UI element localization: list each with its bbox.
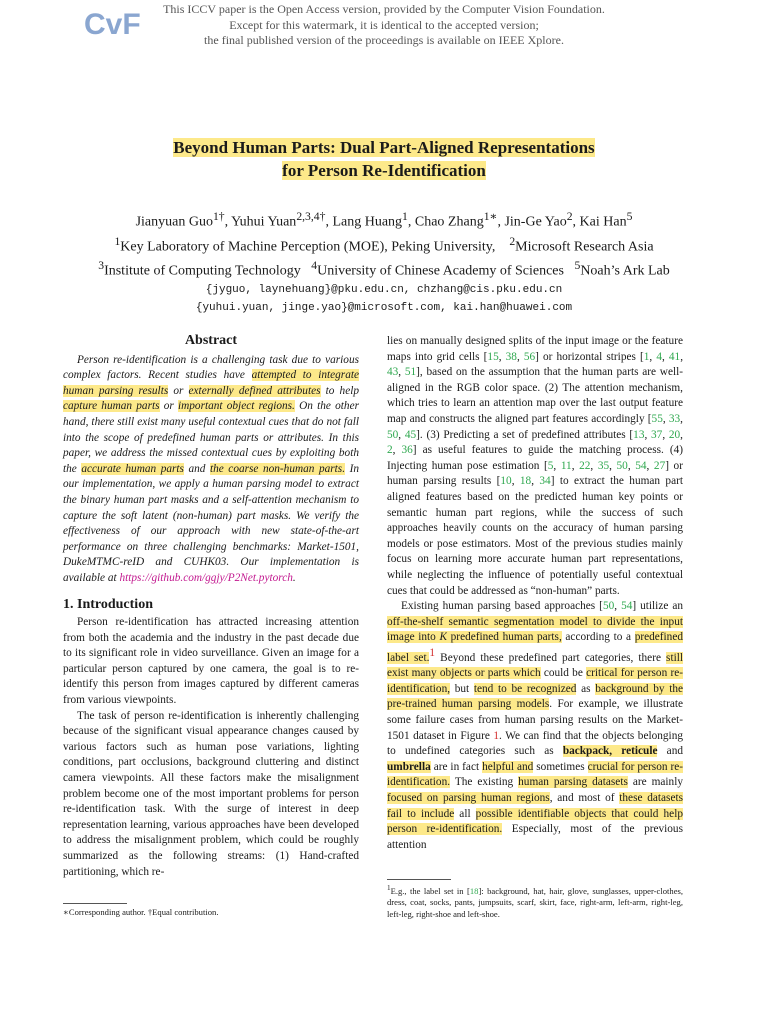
highlighted-text: umbrella [387, 760, 431, 773]
citation-link[interactable]: 4 [656, 350, 662, 363]
author-name: Jianyuan Guo [135, 214, 213, 230]
text-run: ] utilize an [632, 600, 684, 613]
text-run: , [646, 459, 654, 472]
author-name: Chao Zhang [414, 214, 484, 230]
citation-link[interactable]: 1 [643, 350, 650, 363]
cvf-logo [84, 6, 140, 40]
watermark [160, 2, 608, 49]
title-line: for Person Re-Identification [282, 161, 486, 180]
author-name: Lang Huang [332, 214, 403, 230]
citation-link[interactable]: 56 [523, 350, 536, 363]
text-run: and [657, 745, 683, 758]
text-run: , [398, 428, 405, 441]
text-run: sometimes [533, 760, 588, 773]
text-run: , [392, 444, 402, 457]
citation-link[interactable]: 50 [387, 428, 399, 441]
paragraph [387, 334, 683, 599]
text-run: , [662, 412, 669, 425]
citation-link[interactable]: 18 [469, 885, 479, 896]
text-run: all [454, 807, 476, 820]
text-run: , [516, 350, 524, 363]
text-run: , [680, 428, 683, 441]
text-run: to help [320, 384, 359, 397]
footnote-rule [387, 879, 451, 880]
citation-link[interactable]: 50 [616, 459, 628, 472]
text-run: but [450, 682, 474, 695]
highlighted-text: important object regions. [177, 400, 295, 413]
citation-link[interactable]: 41 [668, 350, 681, 363]
highlighted-text: possible identifiable objects that could help person re-identification. [387, 807, 683, 836]
citation-link[interactable]: 38 [505, 350, 517, 363]
citation-link[interactable]: 33 [668, 412, 681, 425]
highlighted-text: K [439, 631, 448, 644]
title-line: Beyond Human Parts: Dual Part-Aligned Representations [173, 138, 595, 157]
author-affiliation-mark: 2,3,4† [296, 210, 326, 223]
citation-link[interactable]: 36 [401, 444, 413, 457]
email-line: {jyguo, laynehuang}@pku.edu.cn, chzhang@cis.pku.edu.cn [205, 283, 563, 296]
citation-link[interactable]: 22 [579, 459, 591, 472]
highlighted-text: background by the pre-trained human parsing models [387, 682, 683, 711]
footnote: ∗Corresponding author. †Equal contribution. [63, 907, 219, 917]
highlighted-text: off-the-shelf semantic segmentation model to divide the input image into [387, 615, 683, 644]
text-run: ] or human parsing results [ [387, 459, 683, 488]
footnote [387, 883, 683, 920]
email-line: {yuhui.yuan, jinge.yao}@microsoft.com, kai.han@huawei.com [195, 301, 573, 314]
abstract-heading: Abstract [184, 333, 238, 348]
citation-link[interactable]: 51 [404, 366, 417, 379]
text-run: , [590, 459, 598, 472]
left-column [63, 333, 359, 880]
text-run: , [649, 350, 657, 363]
text-run: Beyond these predefined part categories, there [435, 651, 667, 664]
reference-link[interactable]: 1 [493, 729, 500, 742]
highlighted-text: backpack, reticule [562, 745, 658, 758]
author-names: Jianyuan Guo$^{1\dagger}$, Yuhui Yuan$^{2,3,4\dagger}$, Lang Huang$^1$, Chao Zhang$^{1∗}$, Jin-Ge Yao$^2$, Kai Han$^5$ [135, 210, 633, 230]
text-run: are in fact [430, 760, 483, 773]
highlighted-text: predefined label set. [387, 631, 683, 664]
text-run: In our implementation, we apply a human parsing model to extract the binary human part masks and a self-attention mechanism to capture the soft latent (non-human) part masks. We verify the effectiveness of our approach with new state-of-the-art performance on three challenging benchmarks: Market-1501, DukeMTMC-reID and CUHK03. Our implementation is available at [63, 462, 359, 584]
text-run: Person re-identification is a challenging task due to various complex factors. Recent studies have [63, 353, 359, 382]
affiliation-line: $^1$Key Laboratory of Machine Perception (MOE), Peking University, $^2$Microsoft Research Asia [114, 234, 654, 255]
text-run: , [609, 459, 617, 472]
text-run: and [183, 462, 210, 475]
citation-link[interactable]: 54 [635, 459, 647, 472]
section-heading: 1. Introduction [63, 596, 153, 612]
watermark-line: This ICCV paper is the Open Access version, provided by the Computer Vision Foundation. [163, 2, 605, 16]
text-run: ]. (3) Predicting a set of predefined attributes [ [416, 428, 634, 441]
citation-link[interactable]: 50 [602, 600, 615, 613]
text-run: . For example, we illustrate some failure cases from human parsing results on the Market-1501 dataset in Figure [387, 698, 683, 742]
citation-link[interactable]: 5 [547, 459, 554, 472]
text-run: , [662, 428, 669, 441]
citation-link[interactable]: 11 [560, 459, 572, 472]
highlighted-text: human parsing datasets [518, 776, 628, 789]
citation-link[interactable]: 15 [487, 350, 499, 363]
citation-link[interactable]: 34 [539, 475, 551, 488]
citation-link[interactable]: 2 [387, 444, 393, 457]
text-run: On the other hand, there still exist many useful contextual cues that do not fall into the scope of predefined human parts or attributes. In this paper, we address the missed contextual cues by exploiting both the [63, 400, 359, 475]
cvf-logo-mark [84, 6, 140, 40]
paragraph: Person re-identification has attracted increasing attention from both the academia and the industry in the past decade due to its significant role in video surveillance. Given an image for a particular person captured by one camera, the goal is to re-identify this person from images captured by different cameras from various viewpoints. [63, 616, 359, 707]
highlighted-text: helpful and [482, 760, 534, 773]
highlighted-text: externally defined attributes [188, 384, 321, 397]
text-run: ] to extract the human part aligned features based on the predicted human key points or semantic human part regions, while the success of such approaches heavily counts on the accuracy of human parsing models or pose estimators. Most of the previous studies mainly focus on learning more accurate human part representations, while neglecting the influence of potentially useful contextual cues that could be addressed as “non-human” parts. [387, 475, 683, 597]
author-affiliation-mark: 1 [402, 210, 408, 223]
text-run: or [168, 384, 189, 397]
paragraph: The task of person re-identification is inherently challenging because of the significant visual appearance changes caused by various factors such as human pose variations, lighting conditions, part occlusions, background cluttering and distinct camera viewpoints. All these factors make the misalignment problem become one of the most important problems for person re-identification task. With the surge of interest in deep representation learning, various approaches have been developed to address the misalignment problem, which could be roughly summarized as the following streams: (1) Hand-crafted partitioning, which re- [63, 709, 359, 878]
text-run: , [644, 428, 652, 441]
text-run: ] as useful features to guide the matching process. (4) Injecting human pose estimation [ [387, 444, 683, 472]
footnote-rule [63, 903, 127, 904]
text-run: , [661, 350, 669, 363]
highlighted-text: focused on parsing human regions [387, 791, 550, 804]
text-run: , [398, 366, 405, 379]
author-block [40, 207, 728, 317]
author-name: Kai Han [579, 214, 627, 230]
reference-link[interactable]: 1 [429, 646, 436, 659]
highlighted-text: crucial for person re-identification. [387, 760, 683, 789]
paragraph [387, 599, 683, 853]
highlighted-text: predefined human parts, [447, 631, 562, 644]
text-run: , [571, 459, 580, 472]
text-run: Existing human parsing based approaches [ [401, 600, 603, 613]
citation-link[interactable]: 55 [651, 412, 663, 425]
citation-link[interactable]: 35 [597, 459, 610, 472]
text-run: , [511, 475, 520, 488]
footnote-mark: 1 [387, 884, 391, 892]
author-affiliation-mark: 1∗ [483, 210, 498, 223]
author-name: Yuhui Yuan [231, 214, 297, 230]
author-affiliation-mark: 1† [212, 210, 225, 223]
text-run: or [159, 400, 178, 413]
text-run: E.g., the label set in [ [390, 885, 470, 896]
text-run: , [531, 475, 540, 488]
highlighted-text: critical for person re-identification, [387, 667, 683, 695]
citation-link[interactable]: 45 [404, 428, 417, 441]
text-run: , [627, 459, 636, 472]
abstract-body [63, 353, 359, 587]
author-affiliation-mark: 2 [566, 210, 573, 223]
text-run: , [680, 412, 683, 425]
text-run: ]: background, hat, hair, glove, sunglasses, upper-clothes, dress, coat, socks, pants, jumpsuits, scarf, skirt, face, right-arm, left-arm, right-leg, left-leg, right-shoe and left-shoe. [387, 885, 684, 919]
affiliation-line: $^3$Institute of Computing Technology $^4$University of Chinese Academy of Sciences $^5$Noah’s Ark Lab [98, 259, 670, 279]
text-run: , [614, 600, 622, 613]
watermark-line: the final published version of the proceedings is available on IEEE Xplore. [204, 33, 564, 47]
citation-link[interactable]: 43 [387, 366, 399, 379]
repo-link[interactable]: https://github.com/ggjy/P2Net.pytorch [119, 571, 293, 584]
text-run: according to a [561, 631, 635, 644]
author-affiliation-mark: 5 [626, 210, 633, 223]
svg-text:CvF: CvF [84, 8, 140, 40]
citation-link[interactable]: 10 [500, 475, 512, 488]
citation-link[interactable]: 20 [668, 428, 681, 441]
paper-title [100, 136, 668, 182]
text-run: , [553, 459, 561, 472]
text-run: . [292, 571, 296, 584]
author-name: Jin-Ge Yao [504, 214, 567, 230]
text-run: , [680, 350, 684, 363]
text-run: lies on manually designed splits of the input image or the feature maps into grid cells [ [387, 335, 683, 363]
highlighted-text: tend to be recognized [473, 682, 577, 695]
text-run: as [576, 682, 596, 695]
watermark-line: Except for this watermark, it is identical to the accepted version; [229, 17, 539, 32]
text-run: ] or horizontal stripes [ [535, 350, 644, 363]
citation-link[interactable]: 18 [519, 475, 532, 488]
text-run: The existing [450, 776, 519, 789]
citation-link[interactable]: 37 [651, 428, 663, 441]
text-run: , and most of [549, 791, 620, 804]
citation-link[interactable]: 54 [621, 600, 633, 613]
highlighted-text: capture human parts [63, 400, 160, 413]
citation-link[interactable]: 13 [633, 428, 645, 441]
text-run: could be [540, 667, 587, 680]
highlighted-text: still exist many objects or parts which [387, 651, 683, 680]
text-run: , [498, 350, 506, 363]
highlighted-text: these datasets fail to include [387, 791, 683, 820]
text-run: Especially, most of the previous attention [387, 823, 683, 851]
highlighted-text: the coarse non-human parts. [209, 462, 346, 475]
text-run: are mainly [627, 776, 683, 789]
citation-link[interactable]: 27 [653, 459, 666, 472]
right-column [387, 334, 683, 853]
text-run: . We can find that the objects belonging to undefined categories such as [387, 729, 683, 758]
highlighted-text: accurate human parts [81, 462, 184, 475]
text-run: ], based on the assumption that the human parts are well-aligned in the RGB color space. (2) The attention mechanism, which tries to learn an attention map over the last output feature map and constructs the aligned part features accordingly [ [387, 366, 683, 425]
highlighted-text: attempted to integrate human parsing results [63, 369, 359, 397]
